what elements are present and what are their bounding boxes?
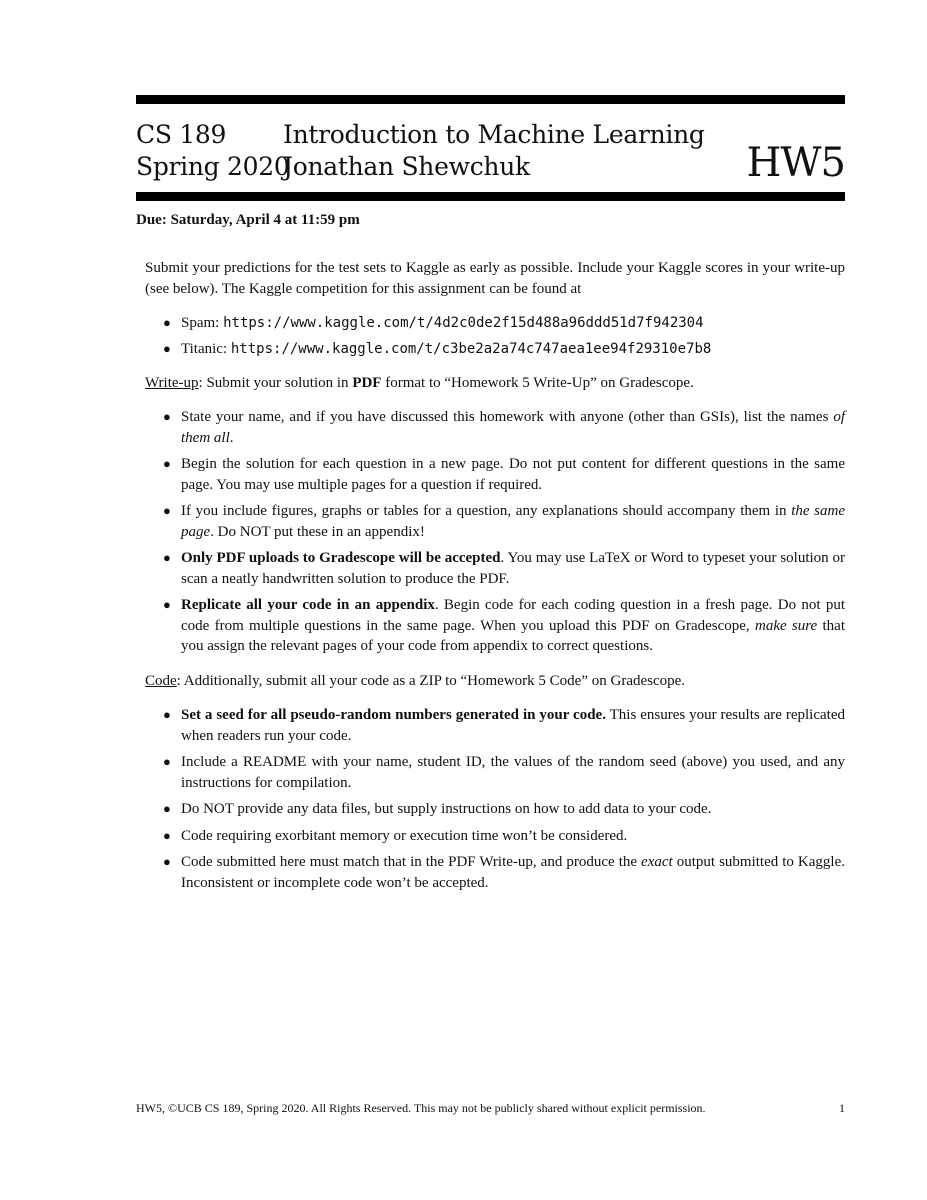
- bullet-icon: ●: [163, 707, 171, 722]
- item-text: . Begin code for each coding question in a fresh page. Do not put code from multiple questions in the same page. When you upload this PDF on Gradescope,: [181, 597, 845, 634]
- footer-copyright: HW5, ©UCB CS 189, Spring 2020. All Rights Reserved. This may not be publicly shared without explicit permission.: [136, 1101, 706, 1115]
- writeup-text: : Submit your solution in: [198, 375, 353, 391]
- kaggle-link-label: Spam:: [181, 315, 220, 331]
- item-text-tail: that you assign the relevant pages of your code from appendix to correct questions.: [181, 617, 845, 654]
- item-text: Do NOT provide any data files, but supply instructions on how to add data to your code.: [181, 801, 712, 817]
- instructor-name: Jonathan Shewchuk: [283, 152, 530, 181]
- list-item: [163, 752, 845, 793]
- page-footer: [136, 1101, 845, 1116]
- list-item: [163, 548, 845, 589]
- list-item: [163, 705, 845, 746]
- item-bold: Only PDF uploads to Gradescope will be accepted: [181, 550, 501, 566]
- list-item: [163, 852, 845, 893]
- intro-paragraph: Submit your predictions for the test sets to Kaggle as early as possible. Include your Kaggle scores in your write-up (see below). The Kaggle competition for this assignment can be found at: [145, 260, 845, 297]
- list-item: [163, 407, 845, 448]
- writeup-paragraph: [145, 373, 845, 394]
- list-item: [163, 799, 845, 820]
- item-emphasis: the same page: [181, 503, 845, 540]
- list-item: [163, 454, 845, 495]
- pdf-label: PDF: [352, 375, 382, 391]
- code-list: [163, 705, 845, 893]
- course-code: CS 189: [136, 120, 227, 149]
- bullet-icon: ●: [163, 340, 171, 356]
- list-item: [163, 826, 845, 847]
- item-emphasis: make sure: [754, 617, 818, 634]
- item-text: Code requiring exorbitant memory or execution time won’t be considered.: [181, 827, 628, 844]
- code-paragraph: [145, 671, 845, 692]
- code-heading: Code: [145, 673, 177, 689]
- bullet-icon: ●: [163, 597, 171, 612]
- header-rule-bottom: [136, 192, 845, 201]
- list-item: [163, 501, 845, 542]
- course-term: Spring 2020: [136, 152, 290, 181]
- bullet-icon: ●: [163, 801, 171, 816]
- kaggle-titanic-link[interactable]: https://www.kaggle.com/t/c3be2a2a74c747aea1ee94f29310e7b8: [230, 340, 712, 357]
- item-text: If you include figures, graphs or tables for a question, any explanations should accompany them in: [181, 503, 792, 519]
- item-text: . You may use LaTeX or Word to typeset your solution or scan a neatly handwritten solution to produce the PDF.: [181, 550, 845, 587]
- item-text: Include a README with your name, student ID, the values of the random seed (above) you used, and any instructions for compilation.: [181, 754, 845, 791]
- page-number: 1: [839, 1101, 845, 1115]
- item-bold: Set a seed for all pseudo-random numbers generated in your code.: [181, 707, 606, 723]
- course-title: Introduction to Machine Learning: [283, 120, 705, 149]
- bullet-icon: ●: [163, 503, 171, 518]
- bullet-icon: ●: [163, 854, 171, 869]
- bullet-icon: ●: [163, 754, 171, 769]
- bullet-icon: ●: [163, 827, 171, 843]
- writeup-list: [163, 407, 845, 657]
- writeup-text-after: format to “Homework 5 Write-Up” on Gradescope.: [381, 375, 694, 391]
- kaggle-links-list: [163, 313, 845, 359]
- list-item: [163, 339, 845, 360]
- item-text: This ensures your results are replicated when readers run your code.: [181, 707, 845, 744]
- item-emphasis: exact: [641, 854, 673, 870]
- item-text: Begin the solution for each question in a new page. Do not put content for different questions in the same page. You may use multiple pages for a question if required.: [181, 456, 845, 493]
- kaggle-link-label: Titanic:: [181, 340, 228, 357]
- kaggle-spam-link[interactable]: https://www.kaggle.com/t/4d2c0de2f15d488a96ddd51d7f942304: [223, 315, 704, 331]
- item-text-tail: output submitted to Kaggle. Inconsistent or incomplete code won’t be accepted.: [181, 854, 846, 891]
- item-text-tail: . Do NOT put these in an appendix!: [210, 523, 425, 540]
- bullet-icon: ●: [163, 456, 171, 471]
- bullet-icon: ●: [163, 550, 171, 565]
- item-text: State your name, and if you have discussed this homework with anyone (other than GSIs), list the names: [181, 409, 834, 425]
- list-item: [163, 313, 845, 334]
- bullet-icon: ●: [163, 315, 171, 330]
- item-emphasis: of them all: [181, 409, 845, 446]
- item-text-tail: .: [229, 429, 234, 446]
- writeup-heading: Write-up: [145, 375, 199, 391]
- bullet-icon: ●: [163, 409, 171, 424]
- code-text: : Additionally, submit all your code as a ZIP to “Homework 5 Code” on Gradescope.: [176, 673, 686, 689]
- item-text: Code submitted here must match that in the PDF Write-up, and produce the: [181, 854, 642, 870]
- due-date: Due: Saturday, April 4 at 11:59 pm: [136, 212, 360, 228]
- list-item: [163, 595, 845, 657]
- item-bold: Replicate all your code in an appendix: [181, 597, 435, 613]
- assignment-id: HW5: [746, 140, 845, 186]
- header-rule-top: [136, 95, 845, 104]
